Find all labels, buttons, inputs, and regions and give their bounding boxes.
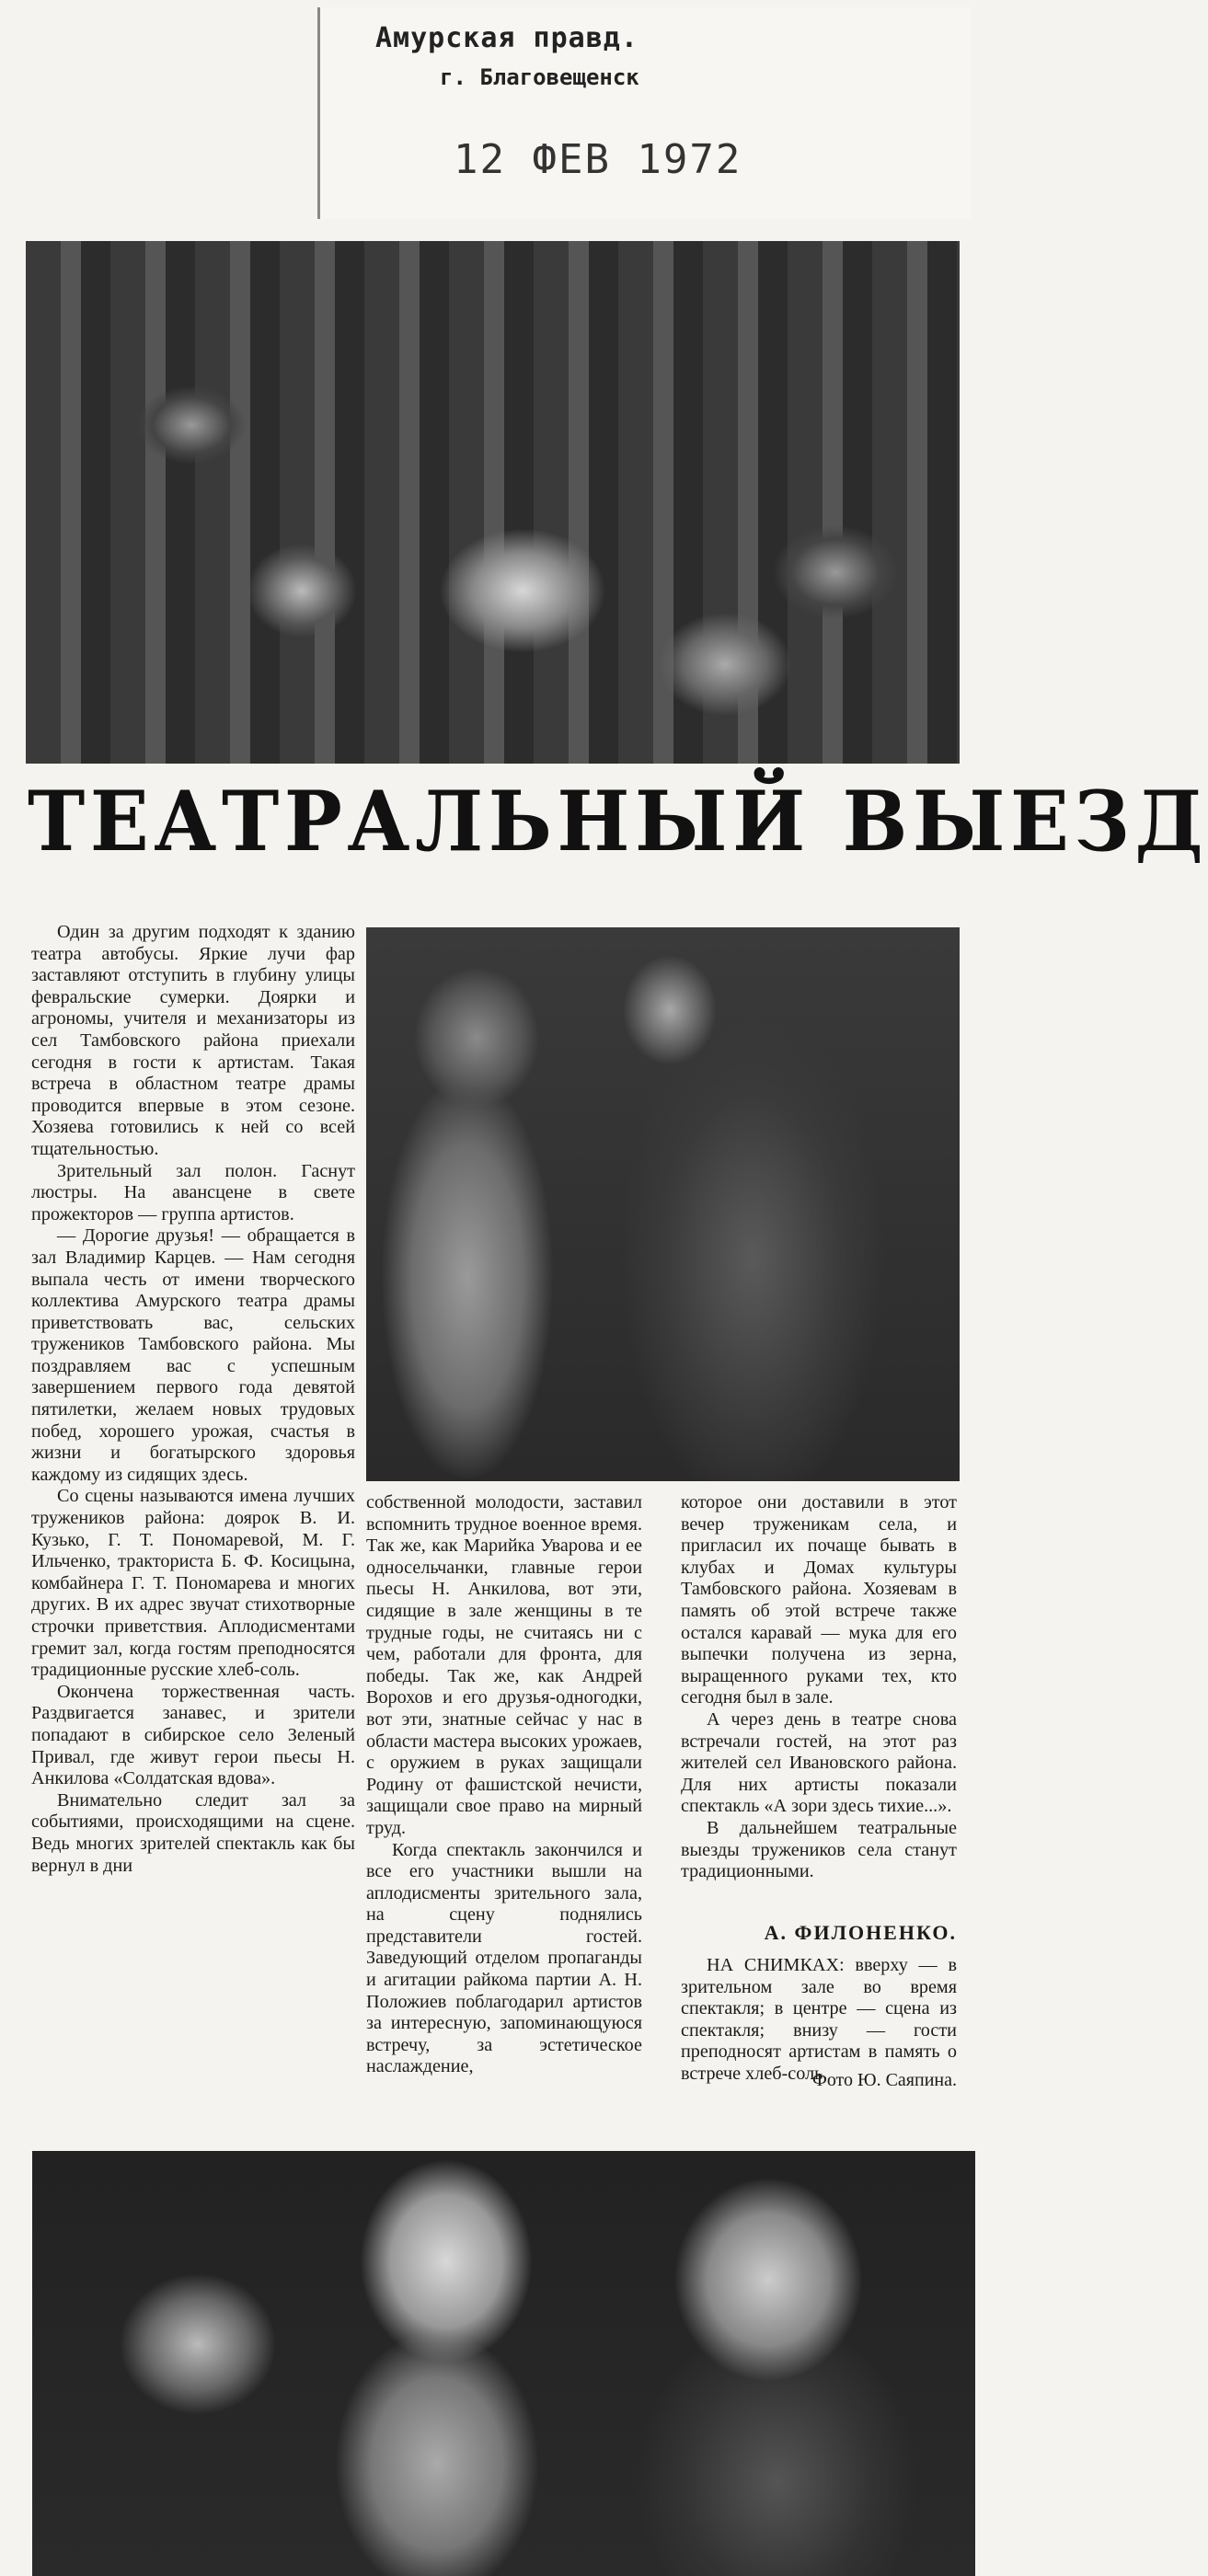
clipping-label	[317, 7, 971, 219]
author-signature: А. ФИЛОНЕНКО.	[764, 1921, 957, 1944]
article-column-2	[366, 1492, 642, 2078]
clipping-date-stamp: 12 ФЕВ 1972	[454, 136, 742, 183]
paragraph: Окончена торжественная часть. Раздвигается занавес, и зрители попадают в сибирское село Зеленый Привал, где живут герои пьесы Н. Анкилова «Солдатская вдова».	[31, 1681, 355, 1789]
paragraph: В дальнейшем театральные выезды тружеников села станут традиционными.	[681, 1817, 957, 1882]
paragraph: А через день в театре снова встречали гостей, на этот раз жителей сел Ивановского района. Для них артисты показали спектакль «А зори здесь тихие...».	[681, 1708, 957, 1817]
paragraph: собственной молодости, заставил вспомнить трудное военное время. Так же, как Марийка Уварова и ее односельчанки, главные герои пьесы Н. Анкилова, вот эти, сидящие в зале женщины в те трудные годы, не считаясь ни с чем, работали для фронта, для победы. Так же, как Андрей Ворохов и его друзья-одногодки, вот эти, знатные сейчас у нас в области мастера высоких урожаев, с оружием в руках защищали Родину от фашистской нечисти, защищали свое право на мирный труд.	[366, 1492, 642, 1838]
paragraph: Со сцены называются имена лучших тружеников района: доярок В. И. Кузько, Г. Т. Пономаревой, М. Г. Ильченко, тракториста Б. Ф. Косицына, комбайнера Г. Т. Пономарева и многих других. В их адрес звучат стихотворные строчки приветствия. Аплодисментами гремит зал, когда гостям преподносятся традиционные русские хлеб-соль.	[31, 1486, 355, 1681]
paragraph: — Дорогие друзья! — обращается в зал Владимир Карцев. — Нам сегодня выпала честь от имени творческого коллектива Амурского театра драмы приветствовать вас, сельских тружеников Тамбовского района. Мы поздравляем вас с успешным завершением первого года девятой пятилетки, желаем новых трудовых побед, хорошего урожая, счастья в жизни и богатырского здоровья каждому из сидящих здесь.	[31, 1225, 355, 1485]
caption-text: НА СНИМКАХ: вверху — в зрительном зале во время спектакля; в центре — сцена из спектакля; внизу — гости преподносят артистам в память о встрече хлеб-соль.	[681, 1955, 957, 2084]
photo-captions	[681, 1955, 957, 2086]
article-column-3	[681, 1492, 957, 1883]
photo-stage-scene	[366, 927, 960, 1481]
newspaper-name: Амурская правд.	[375, 22, 639, 54]
paragraph: Внимательно следит зал за событиями, происходящими на сцене. Ведь многих зрителей спектакль как бы вернул в дни	[31, 1789, 355, 1876]
article-headline: ТЕАТРАЛЬНЫЙ ВЫЕЗД	[28, 773, 1208, 870]
paragraph: Один за другим подходят к зданию театра автобусы. Яркие лучи фар заставляют отступить в глубину улицы февральские сумерки. Доярки и агрономы, учителя и механизаторы из сел Тамбовского района приехали сегодня в гости к артистам. Такая встреча в областном театре драмы проводится впервые в этом сезоне. Хозяева готовились к ней со всей тщательностью.	[31, 922, 355, 1159]
photo-credit: Фото Ю. Саяпина.	[812, 2070, 957, 2090]
paragraph: которое они доставили в этот вечер труженикам села, и пригласил их почаще бывать в клубах и Домах культуры Тамбовского района. Хозяевам в память об этой встрече также остался каравай — мука для его выпечки получена из зерна, выращенного руками тех, кто сегодня был в зале.	[681, 1492, 957, 1708]
article-column-1	[31, 922, 355, 1877]
paragraph: Когда спектакль закончился и все его участники вышли на аплодисменты зрительного зала, на сцену поднялись представители гостей. Заведующий отделом пропаганды и агитации райкома партии А. Н. Положиев поблагодарил артистов за интересную, запоминающуюся встречу, за эстетическое наслаждение,	[366, 1839, 642, 2077]
city-name: г. Благовещенск	[440, 64, 639, 90]
paragraph: Зрительный зал полон. Гаснут люстры. На авансцене в свете прожекторов — группа артистов.	[31, 1160, 355, 1225]
photo-bread-and-salt	[32, 2151, 975, 2576]
photo-audience	[26, 241, 960, 764]
